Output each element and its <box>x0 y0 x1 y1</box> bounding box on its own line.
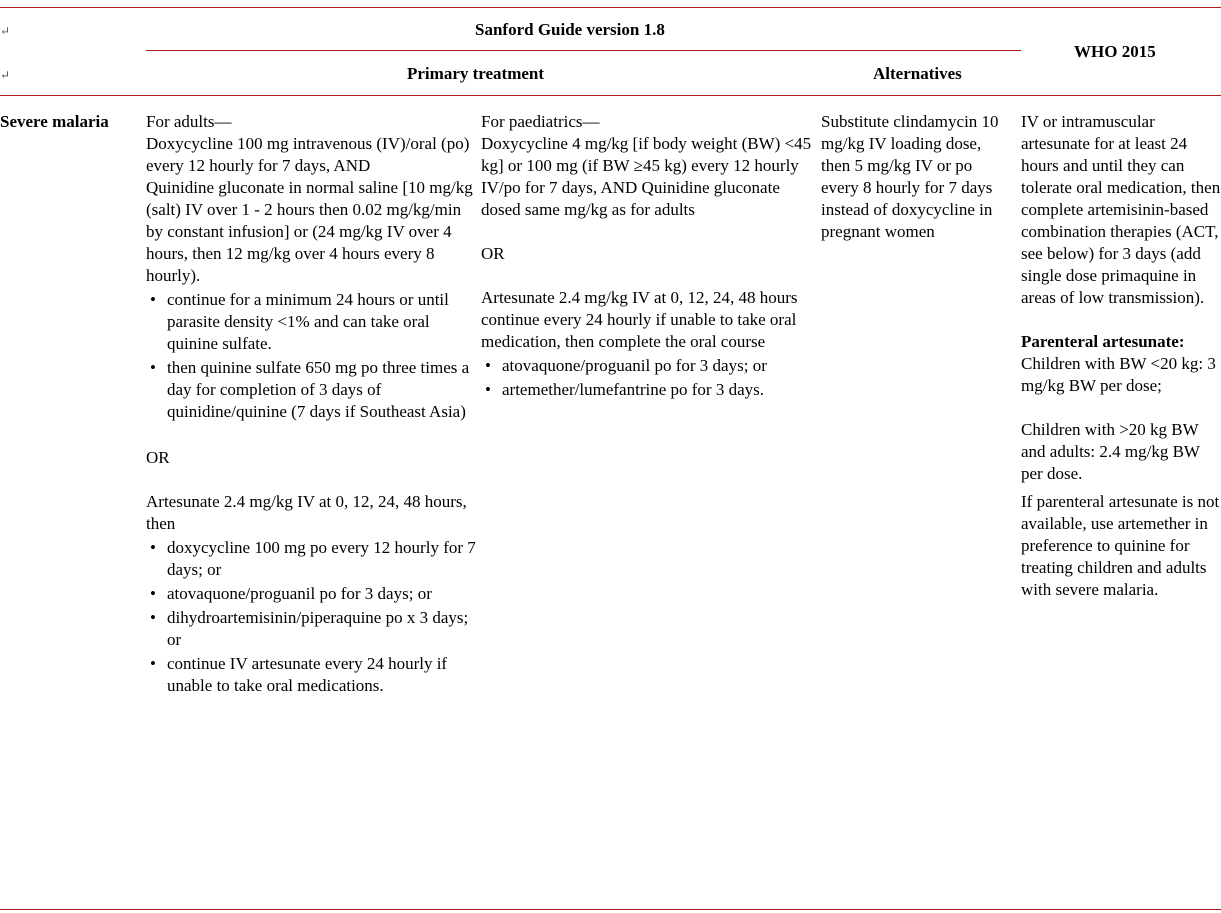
who-children-lt20: Children with BW <20 kg: 3 mg/kg BW per dose; <box>1021 354 1216 395</box>
adults-bullets-a <box>146 289 478 423</box>
list-item: • atovaquone/proguanil po for 3 days; or <box>502 355 815 377</box>
list-item: • atovaquone/proguanil po for 3 days; or <box>167 583 478 605</box>
adults-doxycycline: Doxycycline 100 mg intravenous (IV)/oral (po) every 12 hourly for 7 days, AND <box>146 134 470 175</box>
list-item: • continue for a minimum 24 hours or until parasite density <1% and can take oral quinine sulfate. <box>167 289 478 355</box>
sanford-header-rule <box>146 50 1021 51</box>
row-label: Severe malaria <box>0 112 109 131</box>
alternatives-text: Substitute clindamycin 10 mg/kg IV loading dose, then 5 mg/kg IV or po every 8 hourly for 7 days instead of doxycycline in pregnant women <box>821 112 999 241</box>
adults-quinidine: Quinidine gluconate in normal saline [10 mg/kg (salt) IV over 1 - 2 hours then 0.02 mg/kg/min by constant infusion] or (24 mg/kg IV over 4 hours, then 12 mg/kg over 4 hours every 8 hourly). <box>146 178 473 285</box>
list-item: • continue IV artesunate every 24 hourly if unable to take oral medications. <box>167 653 478 697</box>
adults-cell <box>146 111 478 699</box>
list-item: • then quinine sulfate 650 mg po three times a day for completion of 3 days of quinidine/quinine (7 days if Southeast Asia) <box>167 357 478 423</box>
paragraph-mark-icon: ↵ <box>0 68 11 82</box>
list-item: • dihydroartemisinin/piperaquine po x 3 days; or <box>167 607 478 651</box>
adults-or: OR <box>146 448 170 467</box>
header-who: WHO 2015 <box>1074 42 1156 61</box>
header-sanford: Sanford Guide version 1.8 <box>475 20 665 39</box>
paediatrics-intro: For paediatrics— <box>481 112 600 131</box>
paediatrics-cell <box>481 111 815 403</box>
who-fallback: If parenteral artesunate is not available, use artemether in preference to quinine for treating children and adults with severe malaria. <box>1021 492 1220 599</box>
list-item: • artemether/lumefantrine po for 3 days. <box>502 379 815 401</box>
who-main: IV or intramuscular artesunate for at least 24 hours and until they can tolerate oral medication, then complete artemisinin-based combination therapies (ACT, see below) for 3 days (add single dose primaquine in areas of low transmission). <box>1021 112 1221 307</box>
adults-bullets-b <box>146 537 478 697</box>
paragraph-mark-icon: ↵ <box>0 24 11 38</box>
paediatrics-main: Doxycycline 4 mg/kg [if body weight (BW) <45 kg] or 100 mg (if BW ≥45 kg) every 12 hourly IV/po for 7 days, AND Quinidine gluconate dosed same mg/kg as for adults <box>481 134 812 219</box>
header-alternatives: Alternatives <box>873 64 962 83</box>
who-children-gt20: Children with >20 kg BW and adults: 2.4 mg/kg BW per dose. <box>1021 420 1200 483</box>
header-primary-treatment: Primary treatment <box>407 64 545 83</box>
paediatrics-bullets <box>481 355 815 401</box>
table-top-rule <box>0 7 1221 8</box>
adults-artesunate: Artesunate 2.4 mg/kg IV at 0, 12, 24, 48 hours, then <box>146 492 467 533</box>
list-item: • doxycycline 100 mg po every 12 hourly for 7 days; or <box>167 537 478 581</box>
table-bottom-rule <box>0 909 1221 910</box>
who-cell <box>1021 111 1221 601</box>
paediatrics-artesunate: Artesunate 2.4 mg/kg IV at 0, 12, 24, 48 hours continue every 24 hourly if unable to take oral medication, then complete the oral course <box>481 288 798 351</box>
alternatives-cell <box>821 111 1011 243</box>
header-bottom-rule <box>0 95 1221 96</box>
paediatrics-or: OR <box>481 244 505 263</box>
adults-intro: For adults— <box>146 112 232 131</box>
who-parenteral-heading: Parenteral artesunate: <box>1021 332 1185 351</box>
